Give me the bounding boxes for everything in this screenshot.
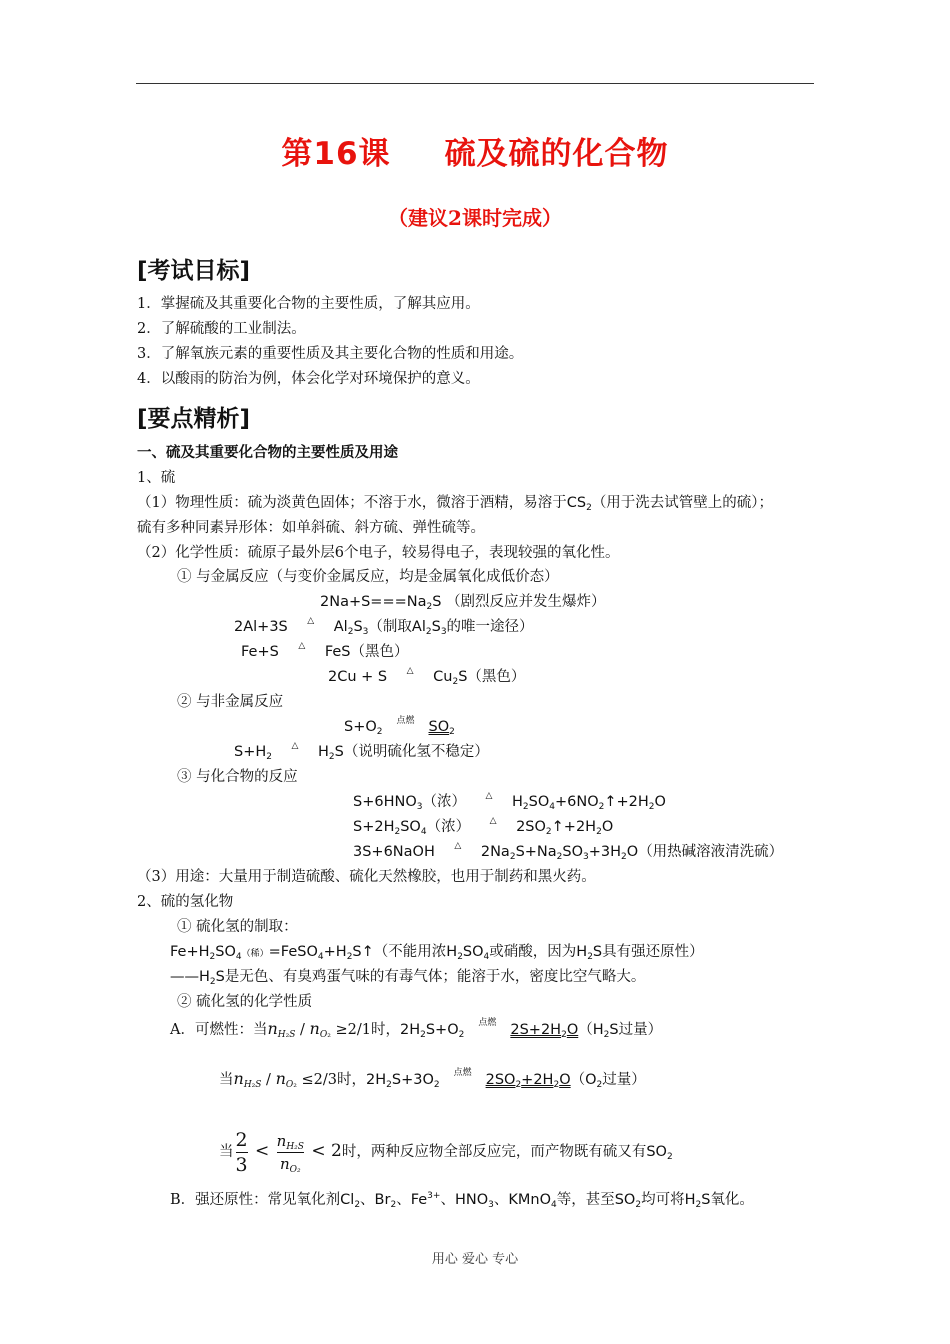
fraction-n-ratio: $\frac{n_{H_2S}}{n_{O_2}}$	[276, 1131, 304, 1175]
page-title: 第16课 硫及硫的化合物	[281, 136, 669, 172]
equation-o2: $S+O_2$ 点燃 $SO_2$	[344, 716, 455, 737]
reducing-property: B．强还原性：常见氧化剂$Cl_2$、$Br_2$、$Fe^{3+}$、$HNO_3$、KMnO$_4$等，甚至$SO_2$均可将$H_2S$氧化。	[170, 1191, 754, 1210]
header-rule	[136, 83, 814, 84]
equation-hno3: $S+6HNO_3$（浓） △ $H_2SO_4+6NO_2↑+2H_2O$	[353, 791, 666, 812]
fraction-two-thirds: $\frac{2}{3}$	[235, 1128, 248, 1176]
equation-h2so4: $S+2H_2SO_4$（浓） △ $2SO_2↑+2H_2O$	[353, 816, 614, 837]
allotropes: 硫有多种同素异形体：如单斜硫、斜方硫、弹性硫等。	[137, 520, 485, 536]
physical-property: （1）物理性质：硫为淡黄色固体；不溶于水，微溶于酒精，易溶于$CS_2$（用于洗去试管壁上的硫）；	[137, 495, 774, 513]
equation-na: $2Na+S===Na_2S$ （剧烈反应并发生爆炸）	[320, 594, 606, 612]
equation-cu: 2Cu + S △ $Cu_2S$（黑色）	[328, 666, 526, 687]
goal-item-4: 4．以酸雨的防治为例，体会化学对环境保护的意义。	[137, 371, 480, 387]
equation-naoh: 3S+6NaOH △ $2Na_2S+Na_2SO_3+3H_2O$（用热碱溶液清洗硫）	[353, 841, 784, 862]
combustion-case-3: 当 $\frac{2}{3}$ < $\frac{n_{H_2S}}{n_{O_2}}$ < 2时，两种反应物全部反应完，而产物既有硫又有$SO_2$	[219, 1128, 673, 1176]
h2s-chemical: ② 硫化氢的化学性质	[177, 994, 313, 1010]
exam-goals-heading: [考试目标]	[137, 258, 251, 284]
metal-reaction: ① 与金属反应（与变价金属反应，均是金属氧化成低价态）	[177, 569, 559, 585]
uses: （3）用途：大量用于制造硫酸、硫化天然橡胶，也用于制药和黑火药。	[137, 869, 596, 885]
sulfur-heading: 1、硫	[137, 470, 176, 486]
h2s-prep-equation: $Fe+H_2SO_4$（稀）$=FeSO_4+H_2S↑$（不能用浓$H_2SO_4$或硝酸，因为$H_2S$具有强还原性）	[170, 944, 704, 962]
nonmetal-reaction: ② 与非金属反应	[177, 694, 284, 710]
key-points-heading: [要点精析]	[137, 406, 251, 432]
equation-al: 2Al+3S △ $Al_2S_3$（制取$Al_2S_3$的唯一途径）	[234, 616, 534, 637]
goal-item-3: 3．了解氧族元素的重要性质及其主要化合物的性质和用途。	[137, 346, 524, 362]
compound-reaction: ③ 与化合物的反应	[177, 769, 298, 785]
section-title: 一、硫及其重要化合物的主要性质及用途	[137, 444, 398, 461]
h2s-description: $——H_2S$是无色、有臭鸡蛋气味的有毒气体；能溶于水，密度比空气略大。	[170, 969, 646, 987]
page-subtitle: （建议2课时完成）	[388, 206, 562, 230]
hydride-heading: 2、硫的氢化物	[137, 894, 234, 910]
goal-item-1: 1．掌握硫及其重要化合物的主要性质，了解其应用。	[137, 296, 480, 312]
combustion-case-2: 当$n_{H_2S} / n_{O_2} \le 2/3$时，$2H_2S+3O_2$ 点燃 $2SO_2+2H_2O(O_2$过量）	[219, 1068, 646, 1090]
equation-h2: $S+H_2$ △ $H_2S$（说明硫化氢不稳定）	[234, 741, 489, 762]
page-footer: 用心 爱心 专心	[431, 1252, 519, 1267]
chemical-property: （2）化学性质：硫原子最外层6个电子，较易得电子，表现较强的氧化性。	[137, 545, 620, 561]
h2s-preparation: ① 硫化氢的制取：	[177, 919, 298, 935]
combustion-case-1: A．可燃性：当$n_{H_2S} / n_{O_2} \ge 2/1$时，$2H_2S+O_2$ 点燃 $2S+2H_2O(H_2S$过量）	[170, 1018, 663, 1040]
goal-item-2: 2．了解硫酸的工业制法。	[137, 321, 306, 337]
equation-fe: Fe+S △ FeS（黑色）	[241, 641, 409, 660]
